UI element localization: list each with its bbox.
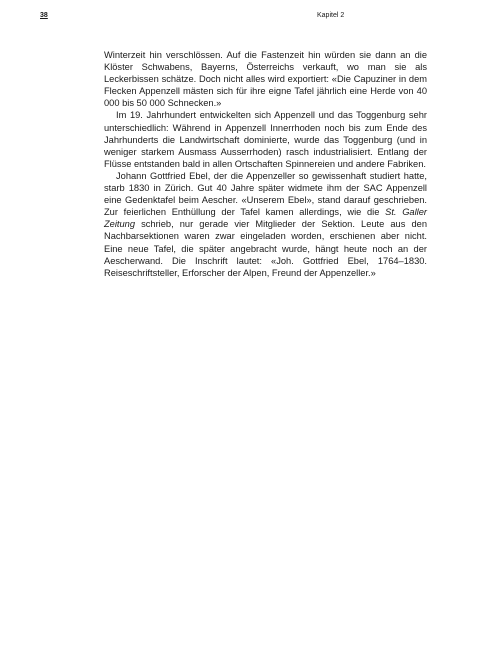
paragraph-1: Winterzeit hin verschlössen. Auf die Fastenzeit hin würden sie dann an die Klöster Schwabens, Bayerns, Österreichs verkauft, wo man sie als Leckerbissen schätze. Doch nicht alles wird exportiert: «Die Capuziner in dem Flecken Appenzell mästen sich für ihre eigne Tafel jährlich eine Herde von 40 000 bis 50 000 Schnecken.» [104,50,427,109]
paragraph-3-text-after: schrieb, nur gerade vier Mitglieder der Sektion. Leute aus den Nachbarsektionen waren zwar eingeladen worden, erschienen aber nicht. Eine neue Tafel, die später angebracht wurde, hängt heute noch an der Aescherwand. Die Inschrift lautet: «Joh. Gottfried Ebel, 1764–1830. Reiseschriftsteller, Erforscher der Alpen, Freund der Appenzeller.» [104,219,427,278]
paragraph-2: Im 19. Jahrhundert entwickelten sich Appenzell und das Toggenburg sehr unterschiedlich: Während in Appenzell Innerrhoden noch bis zum Ende des Jahrhunderts die Landwirtschaft dominierte, wurde das Toggenburg (und in weniger starkem Ausmass Ausserrhoden) rasch industrialisiert. Entlang der Flüsse entstanden bald in allen Ortschaften Spinnereien und andere Fabriken. [104,110,427,169]
running-head: Kapitel 2 [317,12,345,19]
paragraph-3-text-before: Johann Gottfried Ebel, der die Appenzeller so gewissenhaft studiert hatte, starb 1830 in Zürich. Gut 40 Jahre später widmete ihm der SAC Appenzell eine Gedenktafel beim Aescher. «Unserem Ebel», stand darauf geschrieben. Zur feierlichen Enthüllung der Tafel kamen allerdings, wie die [104,170,427,218]
newspaper-title: St. Galler Zeitung [104,207,427,230]
paragraph-3 [104,170,427,279]
page-number: 38 [40,12,48,19]
body-text [104,49,427,279]
